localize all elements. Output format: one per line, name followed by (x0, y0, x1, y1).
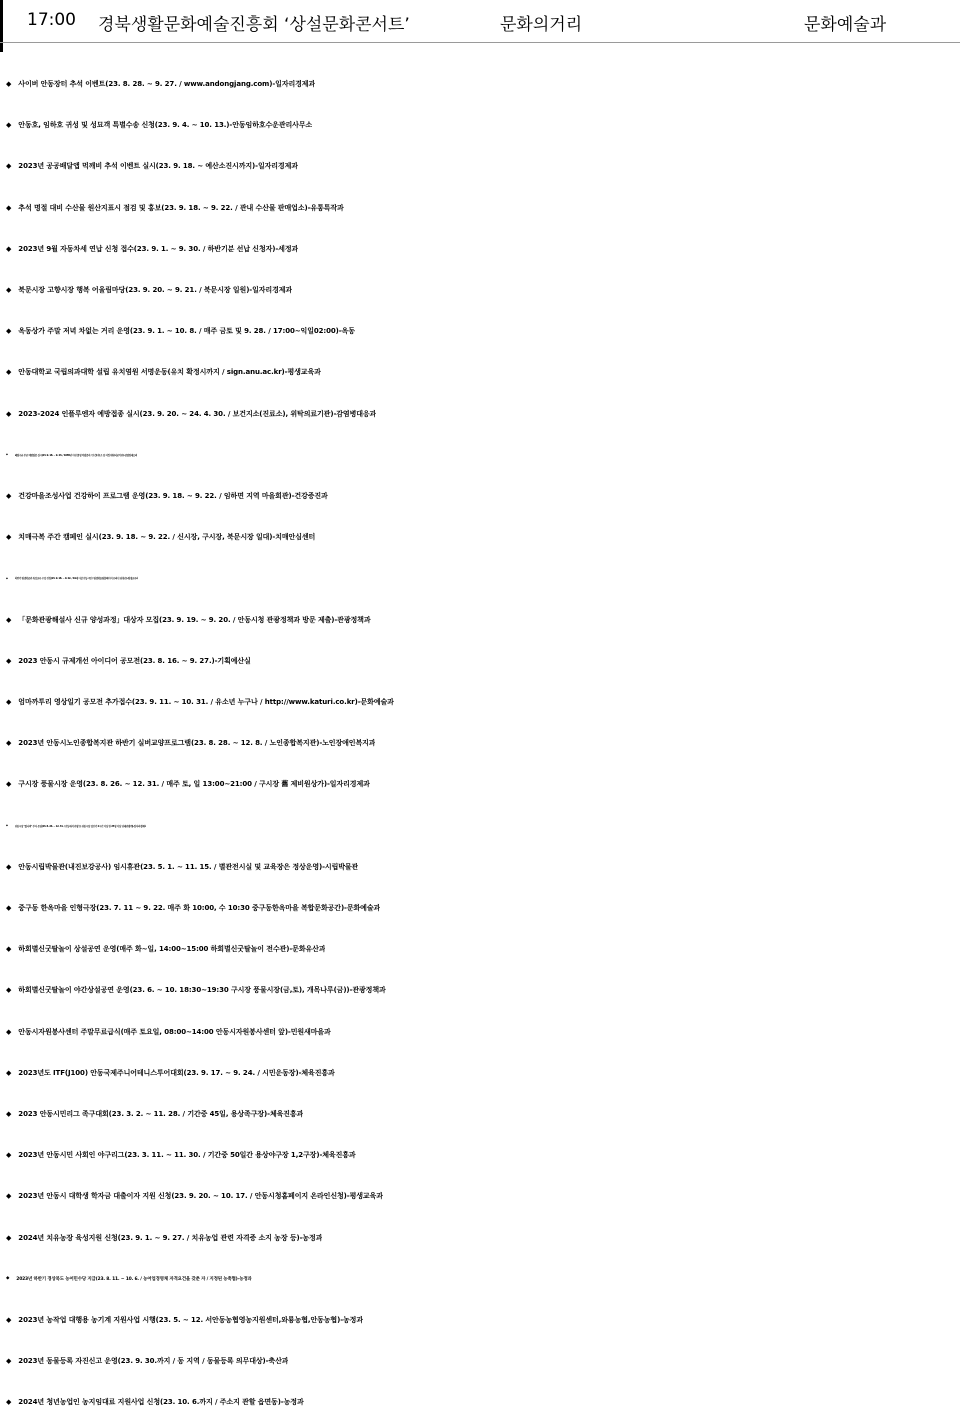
diamond-bullet-icon: ◆ (6, 615, 12, 624)
notice-text: 안동대학교 국립의과대학 설립 유치염원 서명운동(유치 확정시까지 / sign.anu.ac.kr)-평생교육과 (18, 368, 321, 377)
notice-item (6, 649, 958, 673)
diamond-bullet-icon: ◆ (6, 698, 12, 706)
notice-item (6, 814, 958, 838)
notice-item (6, 360, 958, 384)
notice-text: 폐렴구균 무료 예방접종 실시(23. 9. 18. ~ 9. 23. / 1958년 이전 출생 미접종자 / 보건(지)소 및 지정 위탁의료기관)-감염병대응과 (14, 453, 138, 457)
diamond-bullet-icon: ◆ (6, 203, 12, 212)
diamond-bullet-icon: ◆ (6, 1027, 12, 1036)
notice-item (6, 731, 958, 755)
notice-text: 엄마까투리 영상일기 공모전 추가접수(23. 9. 11. ~ 10. 31. / 유소년 누구나 / http://www.katuri.co.kr)-문화예술과 (18, 698, 394, 706)
notice-item (6, 402, 958, 426)
notice-text: 2023 안동시 규제개선 아이디어 공모전(23. 8. 16. ~ 9. 27.)-기획예산실 (18, 656, 251, 665)
notice-item (6, 72, 958, 96)
notice-text: 2023년 농작업 대행용 농기계 지원사업 시행(23. 5. ~ 12. 서안동농협영농지원센터,와룡농협,안동농협)-농정과 (18, 1316, 363, 1324)
notice-text: 2023년 안동시노인종합복지관 하반기 실버교양프로그램(23. 8. 28. ~ 12. 8. / 노인종합복지관)-노인장애인복지과 (18, 739, 376, 748)
notice-item (6, 566, 958, 590)
notice-text: 2023년 공공배달앱 먹깨비 추석 이벤트 실시(23. 9. 18. ~ 예산소진시까지)-일자리경제과 (18, 162, 298, 171)
diamond-bullet-icon: ◆ (6, 904, 12, 912)
event-department: 문화예술과 (804, 15, 887, 35)
diamond-bullet-icon: ◆ (6, 1276, 10, 1282)
notice-text: 사이버 안동장터 추석 이벤트(23. 8. 28. ~ 9. 27. / www.andongjang.com)-일자리경제과 (18, 80, 316, 88)
diamond-bullet-icon: ◆ (6, 824, 8, 828)
notice-text: 전통시장 "왔니껴" 투어 운영(23. 8. 26. ~ 12. 31. / 안동에서 관광 후 전통시장 장보기 2시간 이상 한 25명 이상 단체관광객)-일자리경제과 (14, 824, 147, 828)
notice-item (6, 978, 958, 1002)
diamond-bullet-icon: ◆ (6, 533, 12, 542)
notice-item (6, 278, 958, 302)
diamond-bullet-icon: ◆ (6, 1357, 12, 1366)
diamond-bullet-icon: ◆ (6, 945, 12, 954)
notice-text: 하회별신굿탈놀이 야간상설공연 운영(23. 6. ~ 10. 18:30~19:30 구시장 풍물시장(금,토), 개목나루(금))-관광정책과 (18, 986, 386, 995)
diamond-bullet-icon: ◆ (6, 862, 12, 871)
notice-text: 2023년 동물등록 자진신고 운영(23. 9. 30.까지 / 동 지역 / 동물등록 의무대상)-축산과 (18, 1357, 289, 1366)
diamond-bullet-icon: ◆ (6, 368, 12, 377)
notice-item (6, 690, 958, 714)
notice-text: 추석 명절 대비 수산물 원산지표시 점검 및 홍보(23. 9. 18. ~ 9. 22. / 관내 수산물 판매업소)-유통특작과 (18, 203, 344, 212)
diamond-bullet-icon: ◆ (6, 576, 8, 580)
schedule-header-row (0, 0, 960, 42)
notice-item (6, 1308, 958, 1332)
diamond-bullet-icon: ◆ (6, 453, 8, 457)
notice-text: 치매극복 주간 캠페인 실시(23. 9. 18. ~ 9. 22. / 신시장, 구시장, 북문시장 일대)-치매안심센터 (18, 533, 316, 542)
diamond-bullet-icon: ◆ (6, 1110, 12, 1118)
notice-text: 2023년 9월 자동차세 연납 신청 접수(23. 9. 1. ~ 9. 30. / 하반기분 선납 신청자)-세정과 (18, 244, 299, 253)
diamond-bullet-icon: ◆ (6, 656, 12, 665)
notice-item (6, 484, 958, 508)
notice-text: 안동시립박물관(내진보강공사) 임시휴관(23. 5. 1. ~ 11. 15. / 별관전시실 및 교육장은 정상운영)-시립박물관 (18, 862, 359, 871)
notice-text: 건강마을조성사업 건강하이 프로그램 운영(23. 9. 18. ~ 9. 22. / 임하면 지역 마을회관)-건강증진과 (18, 492, 328, 500)
notice-item (6, 937, 958, 961)
notice-text: 하회별신굿탈놀이 상설공연 운영(매주 화~일, 14:00~15:00 하회별신굿탈놀이 전수관)-문화유산과 (18, 945, 326, 954)
notice-item (6, 237, 958, 261)
event-time: 17:00 (27, 10, 76, 30)
notice-item (6, 1184, 958, 1208)
notice-text: 구시장 풍물시장 운영(23. 8. 26. ~ 12. 31. / 매주 토, 일 13:00~21:00 / 구시장 舊 제비원상가)-일자리경제과 (18, 780, 370, 789)
notice-item (6, 1143, 958, 1167)
notice-item (6, 1226, 958, 1250)
diamond-bullet-icon: ◆ (6, 739, 12, 748)
header-divider (0, 42, 960, 43)
notice-item (6, 772, 958, 796)
notice-text: 2023년 안동시 대학생 학자금 대출이자 지원 신청(23. 9. 20. ~ 10. 17. / 안동시청홈페이지 온라인신청)-평생교육과 (18, 1192, 383, 1201)
notice-item (6, 1102, 958, 1126)
notice-text: 2023년도 ITF(J100) 안동국제주니어테니스투어대회(23. 9. 17. ~ 9. 24. / 시민운동장)-체육진흥과 (18, 1068, 335, 1077)
notice-text: 북문시장 고향시장 행복 어울림마당(23. 9. 20. ~ 9. 21. / 북문시장 일원)-일자리경제과 (18, 286, 293, 294)
notice-item (6, 608, 958, 632)
diamond-bullet-icon: ◆ (6, 1316, 12, 1324)
diamond-bullet-icon: ◆ (6, 1233, 12, 1242)
diamond-bullet-icon: ◆ (6, 1398, 12, 1407)
diamond-bullet-icon: ◆ (6, 780, 12, 789)
diamond-bullet-icon: ◆ (6, 244, 12, 253)
notice-item (6, 1390, 958, 1414)
diamond-bullet-icon: ◆ (6, 162, 12, 171)
notice-item (6, 1267, 958, 1291)
notice-item (6, 1349, 958, 1373)
notice-text: 2023-2024 인플루엔자 예방접종 실시(23. 9. 20. ~ 24. 4. 30. / 보건지소(진료소), 위탁의료기관)-감염병대응과 (18, 409, 377, 418)
diamond-bullet-icon: ◆ (6, 121, 12, 130)
notice-text: 2023년 하반기 경상북도 농어민수당 지급(23. 8. 11. ~ 10. 6. / 농어업경영체 자격요건을 갖춘 자 / 지정된 농축협)-농정과 (16, 1276, 252, 1282)
notice-text: 2023 안동시민리그 족구대회(23. 3. 2. ~ 11. 28. / 기간중 45일, 용상족구장)-체육진흥과 (18, 1110, 304, 1118)
notice-item (6, 1061, 958, 1085)
diamond-bullet-icon: ◆ (6, 286, 12, 294)
diamond-bullet-icon: ◆ (6, 1192, 12, 1201)
notice-text: 2024년 청년농업인 농지임대료 지원사업 신청(23. 10. 6.까지 / 주소지 관할 읍면동)-농정과 (18, 1398, 304, 1407)
diamond-bullet-icon: ◆ (6, 409, 12, 418)
notice-text: 2023년 안동시민 사회인 야구리그(23. 3. 11. ~ 11. 30. / 기간중 50일간 용상야구장 1,2구장)-체육진흥과 (18, 1151, 356, 1160)
event-title: 경북생활문화예술진흥회 ‘상설문화콘서트’ (98, 15, 410, 35)
notice-item (6, 443, 958, 467)
notice-text: 안동시자원봉사센터 주말무료급식(매주 토요일, 08:00~14:00 안동시자원봉사센터 앞)-민원새마을과 (18, 1027, 331, 1036)
diamond-bullet-icon: ◆ (6, 80, 12, 88)
diamond-bullet-icon: ◆ (6, 492, 12, 500)
notice-item (6, 113, 958, 137)
notice-text: 안동호, 임하호 귀성 및 성묘객 특별수송 신청(23. 9. 4. ~ 10. 13.)-안동임하호수운관리사무소 (18, 121, 313, 130)
notice-text: 2024년 치유농장 육성지원 신청(23. 9. 1. ~ 9. 27. / 치유농업 관련 자격증 소지 농장 등)-농정과 (18, 1233, 323, 1242)
notice-text: 하반기 평생학습관 특강교육 수강 신청(23. 9. 18. ~ 9. 22. / 19세 이상 안동시민 / 평생학습원홈페이지 온라인 선착순)-평생교육과 (14, 577, 139, 581)
notice-item (6, 855, 958, 879)
notice-item (6, 525, 958, 549)
notice-text: 「문화관광해설사 신규 양성과정」대상자 모집(23. 9. 19. ~ 9. 20. / 안동시청 관광정책과 방문 제출)-관광정책과 (18, 615, 371, 624)
notice-item (6, 896, 958, 920)
diamond-bullet-icon: ◆ (6, 986, 12, 995)
event-place: 문화의거리 (500, 15, 583, 35)
notice-item (6, 154, 958, 178)
notice-item (6, 196, 958, 220)
diamond-bullet-icon: ◆ (6, 327, 12, 336)
notice-item (6, 319, 958, 343)
notice-item (6, 1020, 958, 1044)
diamond-bullet-icon: ◆ (6, 1068, 12, 1077)
diamond-bullet-icon: ◆ (6, 1151, 12, 1160)
notice-text: 옥동상가 주말 저녁 차없는 거리 운영(23. 9. 1. ~ 10. 8. / 매주 금토 및 9. 28. / 17:00~익일02:00)-옥동 (18, 327, 355, 336)
notice-text: 중구동 한옥마을 인형극장(23. 7. 11 ~ 9. 22. 매주 화 10:00, 수 10:30 중구동한옥마을 복합문화공간)-문화예술과 (18, 904, 381, 912)
